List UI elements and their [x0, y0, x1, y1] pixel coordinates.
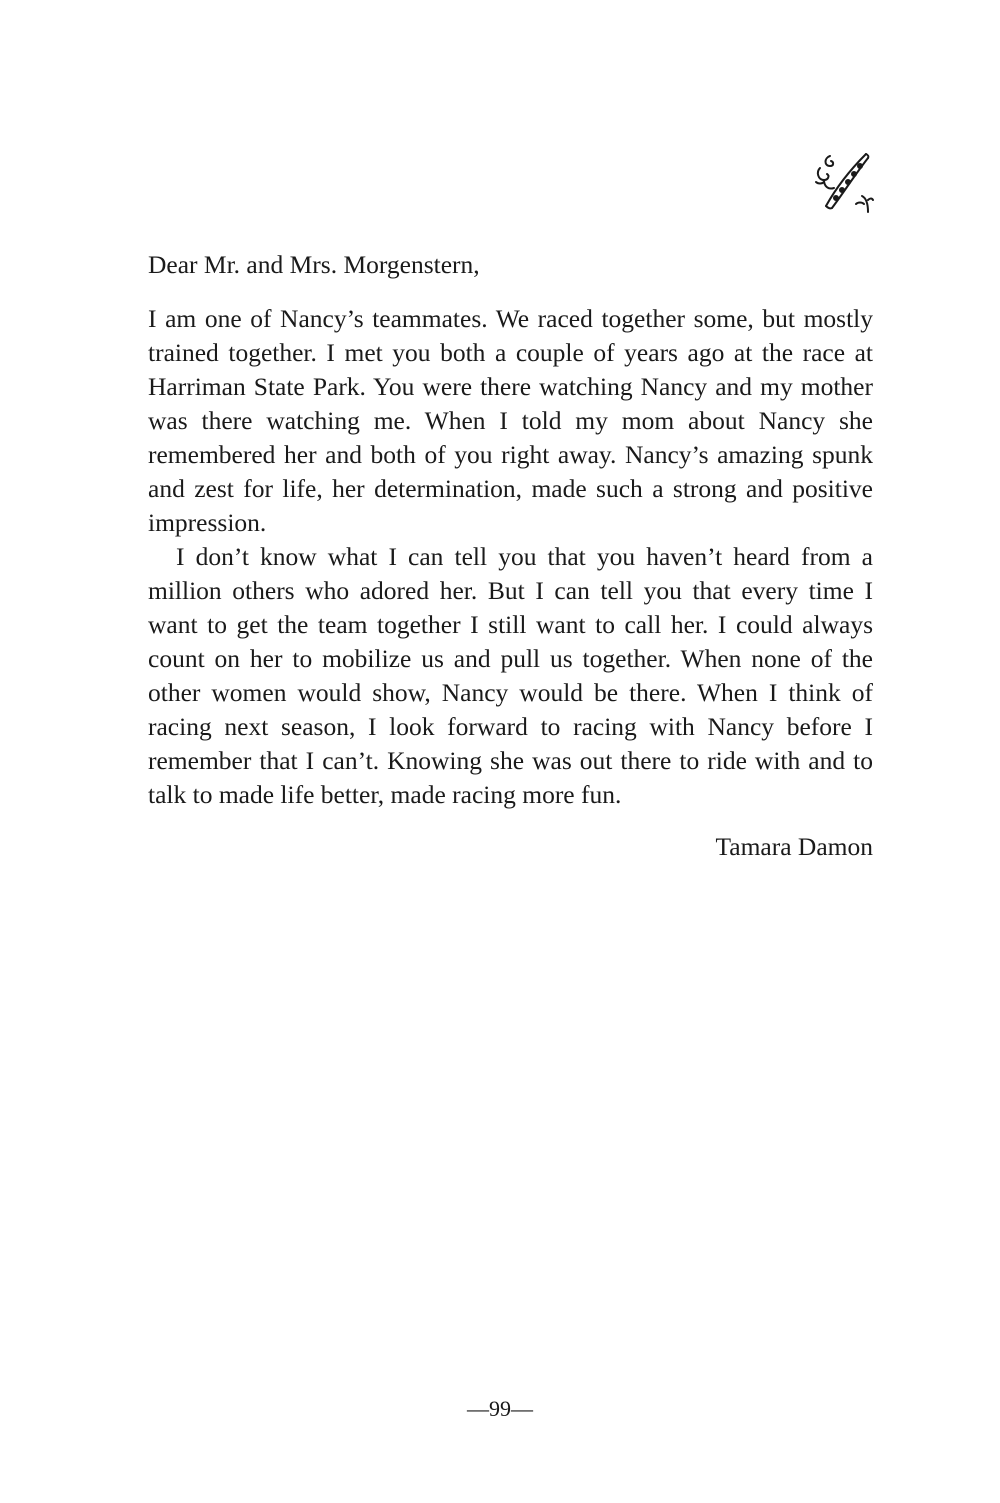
- floral-vine-ornament-icon: [812, 148, 874, 214]
- page-number: —99—: [467, 1396, 533, 1421]
- signature: Tamara Damon: [715, 832, 873, 861]
- letter-body: [148, 248, 873, 864]
- letter-paragraph-1: I am one of Nancy’s teammates. We raced together some, but mostly trained together. I met you both a couple of years ago at the race at Harriman State Park. You were there watching Nancy and my mother was there watching me. When I told my mom about Nancy she remembered her and both of you right away. Nancy’s amazing spunk and zest for life, her determination, made such a strong and positive impression.: [148, 304, 873, 537]
- letter-paragraph-2: I don’t know what I can tell you that you haven’t heard from a million others who adored her. But I can tell you that every time I want to get the team together I still want to call her. I could always count on her to mobilize us and pull us together. When none of the other women would show, Nancy would be there. When I think of racing next season, I look forward to racing with Nancy before I remember that I can’t. Knowing she was out there to ride with and to talk to made life better, made racing more fun.: [148, 542, 873, 809]
- salutation: Dear Mr. and Mrs. Morgenstern,: [148, 250, 480, 279]
